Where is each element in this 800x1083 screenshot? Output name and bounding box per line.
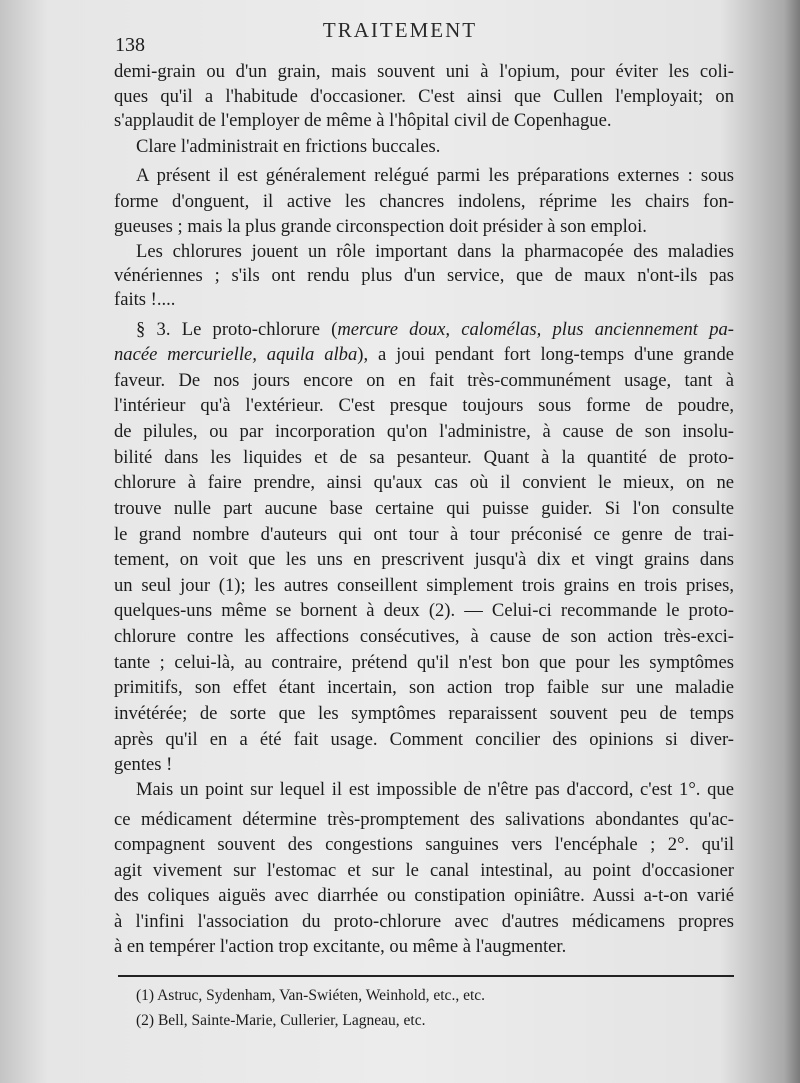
- text-line: tante ; celui-là, au contraire, prétend qu'il n'est bon que pour les symptômes: [114, 652, 734, 673]
- italic-text: nacée mercurielle, aquila alba: [114, 344, 358, 365]
- text-line: [136, 319, 734, 341]
- text-line: A présent il est généralement relégué parmi les préparations externes : sous: [136, 165, 734, 186]
- text-line: forme d'onguent, il active les chancres indolens, réprime les chairs fon-: [114, 191, 734, 212]
- footnote-1: (1) Astruc, Sydenham, Van-Swiéten, Weinhold, etc., etc.: [136, 987, 486, 1004]
- text-line: ce médicament détermine très-promptement des salivations abondantes qu'ac-: [114, 809, 734, 830]
- text-line: après qu'il en a été fait usage. Comment concilier des opinions si diver-: [114, 729, 734, 750]
- text-line: l'intérieur qu'à l'extérieur. C'est presque toujours sous forme de poudre,: [114, 395, 734, 416]
- text-line: agit vivement sur l'estomac et sur le canal intestinal, au point d'occasioner: [114, 860, 734, 881]
- text-line: compagnent souvent des congestions sanguines vers l'encéphale ; 2°. qu'il: [114, 834, 734, 855]
- text-line: s'applaudit de l'employer de même à l'hôpital civil de Copenhague.: [114, 110, 612, 131]
- text-line: demi-grain ou d'un grain, mais souvent uni à l'opium, pour éviter les coli-: [114, 61, 734, 82]
- text-line: trouve nulle part aucune base certaine qui puisse guider. Si l'on consulte: [114, 498, 734, 519]
- text-line: de pilules, ou par incorporation qu'on l'administre, à cause de son insolu-: [114, 421, 734, 442]
- text-line: chlorure contre les affections consécutives, à cause de son action très-exci-: [114, 626, 734, 647]
- italic-text: mercure doux, calomélas, plus anciennement pa-: [337, 319, 734, 340]
- text-line: invétérée; de sorte que les symptômes reparaissent souvent peu de temps: [114, 703, 734, 724]
- text-line: [114, 344, 734, 366]
- text-line: à l'infini l'association du proto-chlorure avec d'autres médicamens propres: [114, 911, 734, 932]
- text-line: gentes !: [114, 754, 173, 775]
- page-number: 138: [115, 34, 145, 56]
- text-line: le grand nombre d'auteurs qui ont tour à tour préconisé ce genre de trai-: [114, 524, 734, 545]
- text-line: faits !....: [114, 289, 176, 310]
- text-line: quelques-uns même se bornent à deux (2). — Celui-ci recommande le proto-: [114, 600, 734, 621]
- text-segment: ), a joui pendant fort long-temps d'une grande: [357, 344, 734, 365]
- text-line: Les chlorures jouent un rôle important dans la pharmacopée des maladies: [136, 241, 734, 262]
- text-line: chlorure à faire prendre, ainsi qu'aux cas où il convient le mieux, on ne: [114, 472, 734, 493]
- text-line: tement, on voit que les uns en prescrivent jusqu'à dix et vingt grains dans: [114, 549, 734, 570]
- text-line: faveur. De nos jours encore on en fait très-communément usage, tant à: [114, 370, 734, 391]
- text-line: à en tempérer l'action trop excitante, ou même à l'augmenter.: [114, 936, 567, 957]
- footnote-divider: [118, 975, 734, 977]
- text-line: vénériennes ; s'ils ont rendu plus d'un service, que de maux n'ont-ils pas: [114, 265, 734, 286]
- text-line: des coliques aiguës avec diarrhée ou constipation opiniâtre. Aussi a-t-on varié: [114, 885, 734, 906]
- text-segment: § 3. Le proto-chlorure (: [136, 319, 338, 340]
- text-line: gueuses ; mais la plus grande circonspection doit présider à son emploi.: [114, 216, 647, 237]
- text-line: primitifs, son effet étant incertain, son action trop faible sur une maladie: [114, 677, 734, 698]
- text-line: ques qu'il a l'habitude d'occasioner. C'est ainsi que Cullen l'employait; on: [114, 86, 734, 107]
- footnote-2: (2) Bell, Sainte-Marie, Cullerier, Lagneau, etc.: [136, 1012, 426, 1029]
- text-line: Mais un point sur lequel il est impossible de n'être pas d'accord, c'est 1°. que: [136, 779, 734, 800]
- text-line: bilité dans les liquides et de sa pesanteur. Quant à la quantité de proto-: [114, 447, 734, 468]
- running-title: TRAITEMENT: [322, 18, 478, 42]
- text-line: un seul jour (1); les autres conseillent simplement trois grains en trois prises,: [114, 575, 734, 596]
- text-line: Clare l'administrait en frictions buccales.: [136, 136, 441, 157]
